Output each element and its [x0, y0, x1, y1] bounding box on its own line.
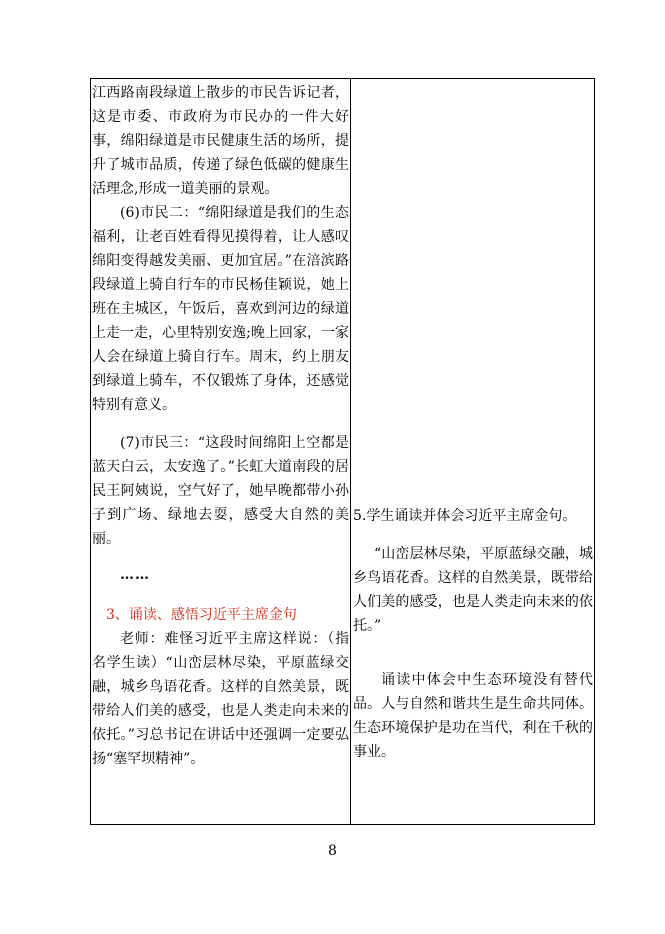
student-activity-cell [351, 79, 595, 764]
page-number: 8 [328, 843, 337, 859]
teacher-activity-cell [91, 79, 350, 771]
paragraph-quote: “山峦层林尽染，平原蓝绿交融，城乡鸟语花香。这样的自然美景，既带给人们美的感受，也是人类走向未来的依托。” [353, 546, 593, 634]
paragraph-student-task: 5.学生诵读并体会习近平主席金句。 [353, 508, 577, 524]
paragraph-citizen-two: (6)市民二：“绵阳绿道是我们的生态福利，让老百姓看得见摸得着，让人感叹绵阳变得越发美丽、更加宜居。”在涪滨路段绿道上骑自行车的市民杨佳颖说，她上班在主城区，午饭后，喜欢到河边的绿道上走一走，心里特别安逸;晚上回家，一家人会在绿道上骑自行车。周末，约上朋友到绿道上骑车，不仅锻炼了身体，还感觉特别有意义。 [92, 205, 349, 413]
section-heading: 3、诵读、感悟习近平主席金句 [106, 607, 297, 623]
paragraph-citizen-three: (7)市民三：“这段时间绵阳上空都是蓝天白云，太安逸了。”长虹大道南段的居民王阿姨说，空气好了，她早晚都带小孙子到广场、绿地去耍，感受大自然的美丽。 [92, 435, 349, 547]
paragraph-citizen-report: 江西路南段绿道上散步的市民告诉记者，这是市委、市政府为市民办的一件大好事，绵阳绿道是市民健康生活的场所，提升了城市品质，传递了绿色低碳的健康生活理念,形成一道美丽的景观。 [92, 85, 349, 197]
lesson-table [90, 78, 595, 825]
ellipsis: …… [120, 567, 150, 583]
paragraph-reflection: 诵读中体会中生态环境没有替代品。人与自然和谐共生是生命共同体。生态环境保护是功在当代，利在千秋的事业。 [353, 672, 593, 760]
paragraph-teacher-quote: 老师：难怪习近平主席这样说：（指名学生读）“山峦层林尽染，平原蓝绿交融，城乡鸟语花香。这样的自然美景，既带给人们美的感受，也是人类走向未来的依托。”习总书记在讲话中还强调一定要弘扬“塞罕坝精神”。 [92, 631, 349, 767]
